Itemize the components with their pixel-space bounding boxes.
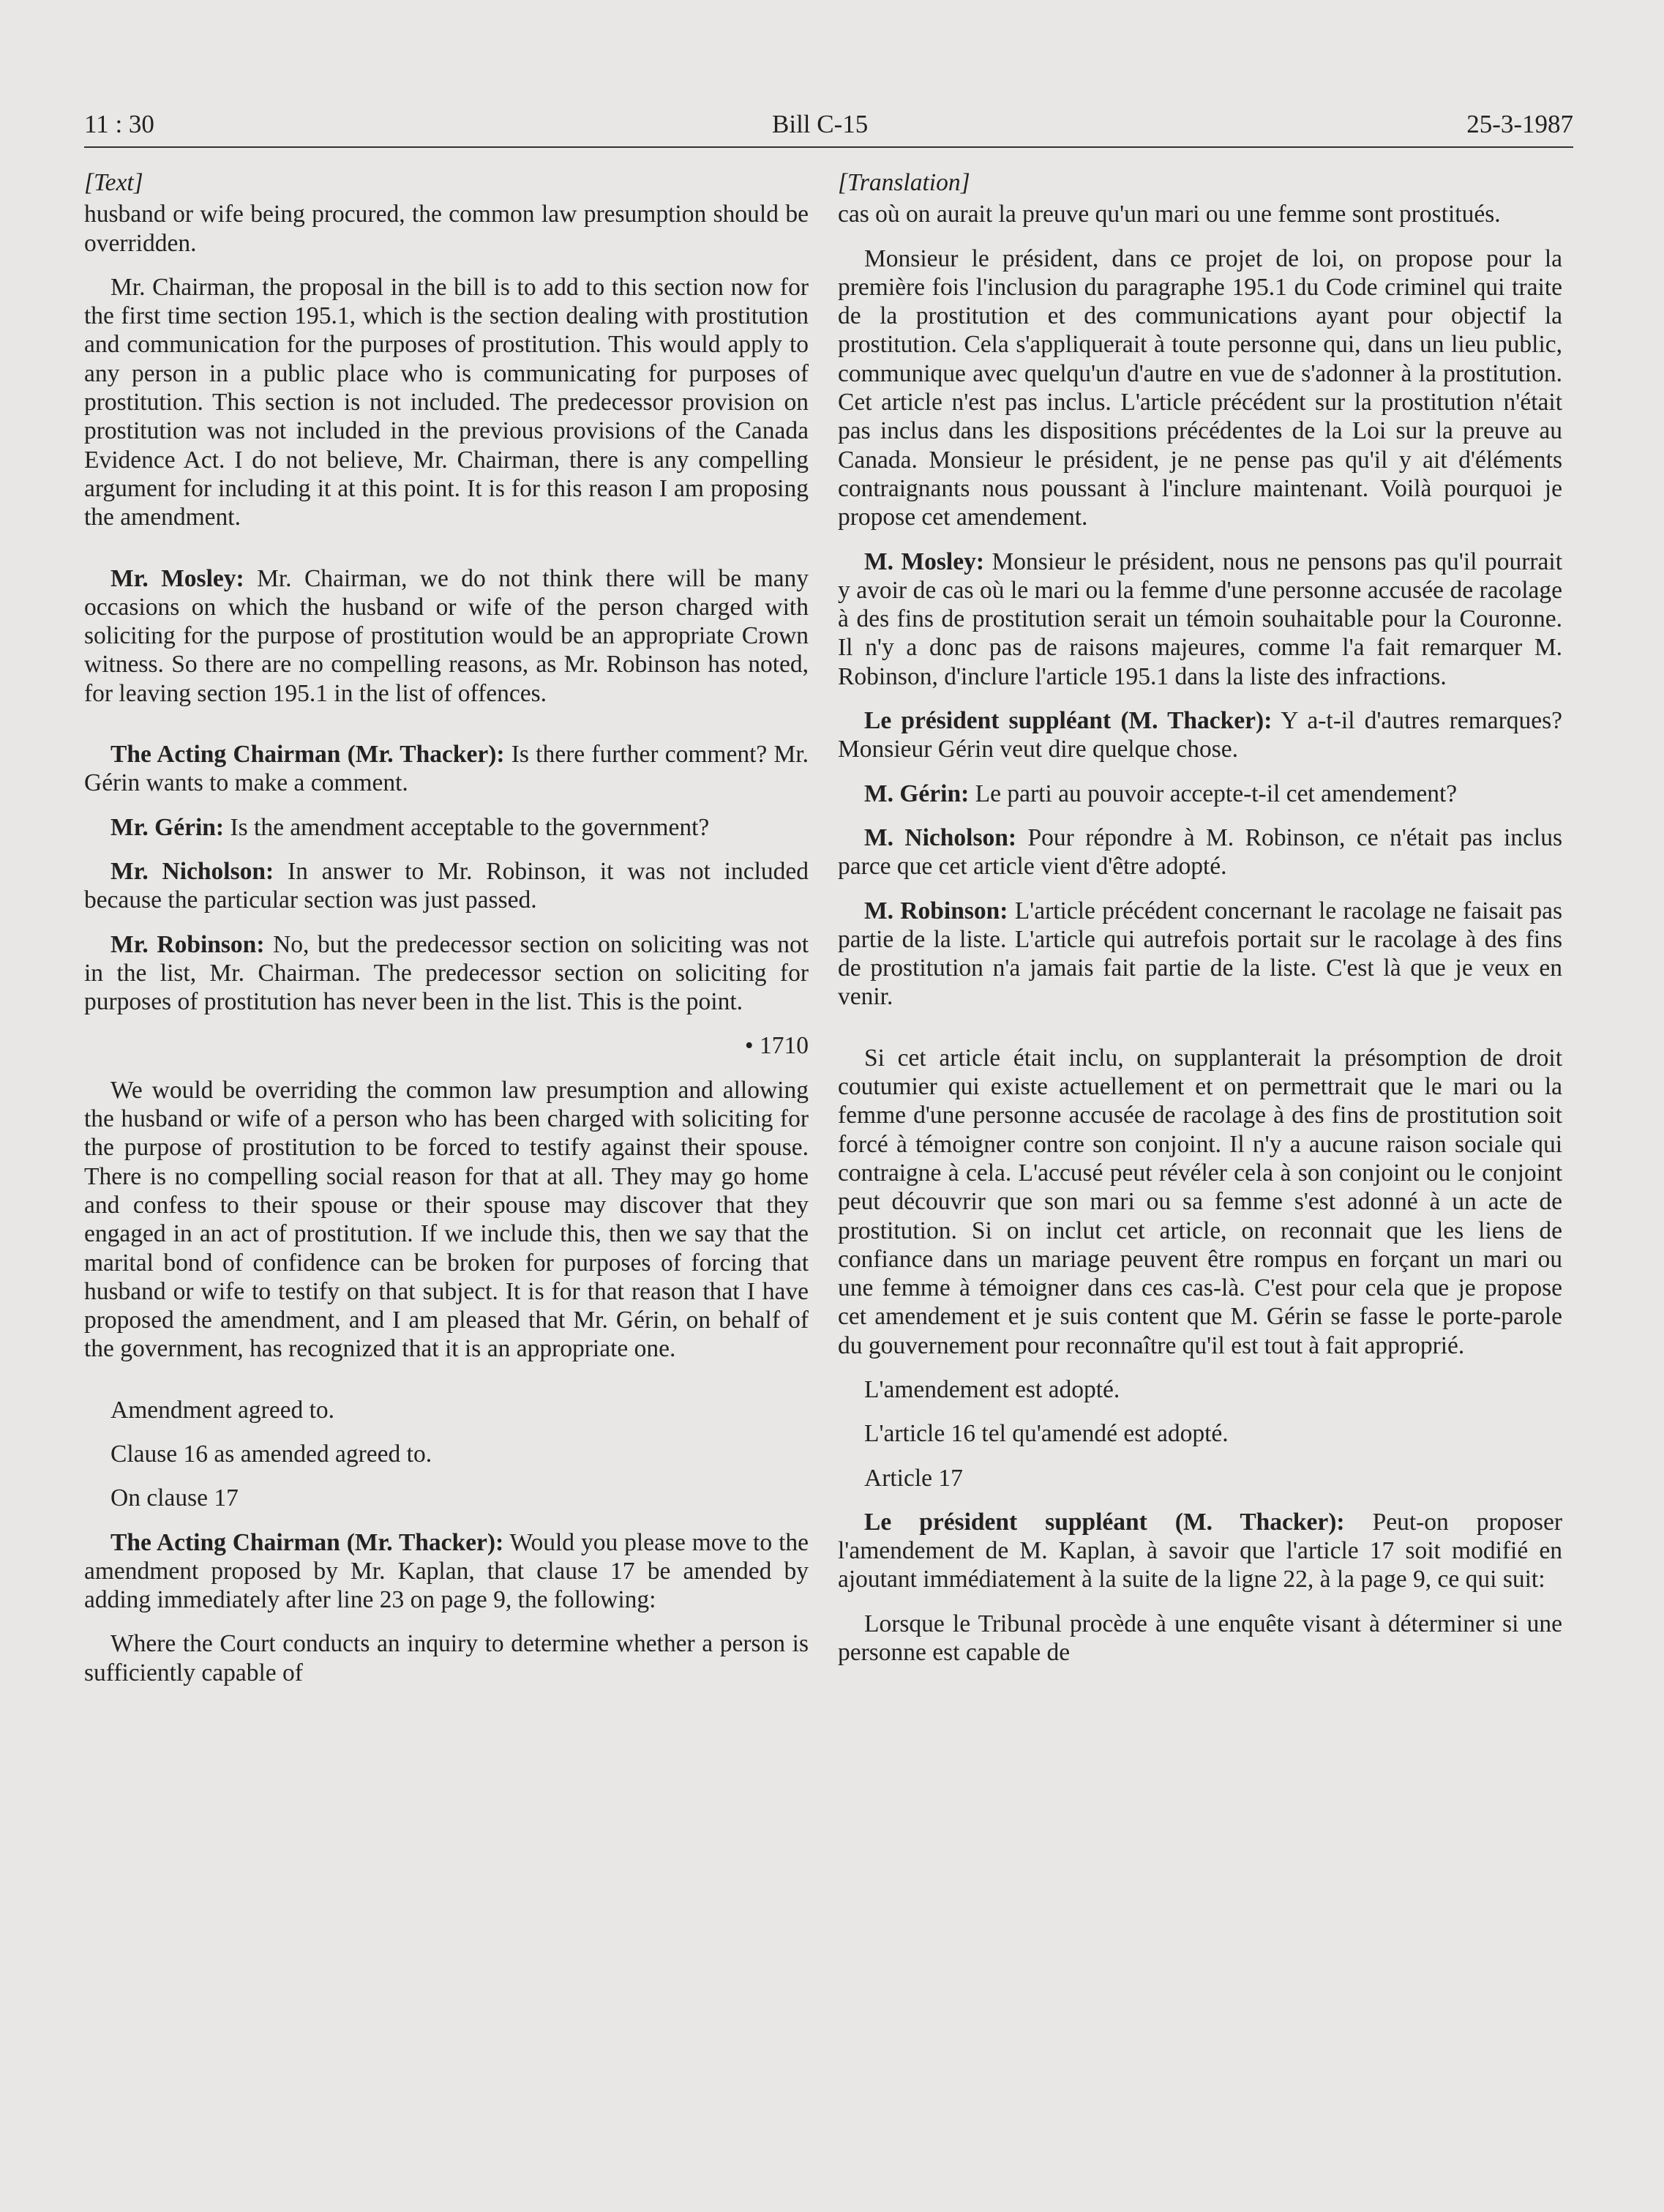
page-number: 11 : 30 (84, 110, 154, 138)
speech-text: Pour répondre à M. Robinson, ce n'était pas inclus parce que cet article vient d'être adopté. (838, 823, 1562, 881)
french-column (838, 168, 1562, 1667)
speaker-name: Le président suppléant (M. Thacker): (864, 1508, 1345, 1536)
speech (84, 1528, 809, 1615)
header-date: 25-3-1987 (1466, 110, 1573, 138)
paragraph: L'article 16 tel qu'amendé est adopté. (864, 1420, 1229, 1448)
speech-text: In answer to Mr. Robinson, it was not included because the particular section was just passed. (84, 857, 809, 914)
speech-text: Is there further comment? Mr. Gérin wants to make a comment. (84, 741, 809, 797)
speech-text: Mr. Chairman, we do not think there will be many occasions on which the husband or wife of the person charged with soliciting for the purpose of prostitution would be an appropriate Crown witness. So there are no compelling reasons, as Mr. Robinson has noted, for leaving section 195.1 in the list of offences. (84, 564, 809, 707)
paragraph: Si cet article était inclu, on supplanterait la présomption de droit coutumier qui existe actuellement et on permettrait que le mari ou la femme d'une personne accusée de racolage à des fins de prostitution soit forcé à témoigner contre son conjoint. Il n'y a aucune raison sociale qui contraigne à cela. L'accusé peut révéler cela à son conjoint ou le conjoint peut découvrir que son mari ou sa femme s'est adonné à un acte de prostitution. Si on inclut cet article, on reconnait que les liens de confiance dans un mariage peuvent être rompus en forçant un mari ou une femme à témoigner dans ces cas-là. C'est pour cela que je propose cet amendement et je suis content que M. Gérin se fasse le porte-parole du gouvernement pour reconnaître qu'il est tout à fait approprié. (838, 1044, 1562, 1359)
speech-text: L'article précédent concernant le racolage ne faisait pas partie de la liste. L'article qui autrefois portait sur le racolage à des fins de prostitution n'a jamais fait partie de la liste. C'est là que je veux en venir. (838, 897, 1562, 1011)
english-column (84, 168, 809, 1687)
speech (838, 897, 1562, 1012)
paragraph: Where the Court conducts an inquiry to determine whether a person is sufficiently capable of (84, 1630, 809, 1686)
speech-text: Monsieur le président, nous ne pensons pas qu'il pourrait y avoir de cas où le mari ou la femme d'une personne accusée de racolage à des fins de prostitution serait un témoin souhaitable pour la Couronne. Il n'y a donc pas de raisons majeures, comme l'a fait remarquer M. Robinson, d'inclure l'article 195.1 dans la liste des infractions. (838, 548, 1563, 690)
speech (838, 780, 1562, 808)
speech (84, 564, 809, 708)
paragraph: Mr. Chairman, the proposal in the bill is to add to this section now for the first time section 195.1, which is the section dealing with prostitution and communication for the purposes of prostitution. This would apply to any person in a public place who is communicating for purposes of prostitution. This section is not included. The predecessor provision on prostitution was not included in the previous provisions of the Canada Evidence Act. I do not believe, Mr. Chairman, there is any compelling argument for including it at this point. It is for this reason I am proposing the amendment. (84, 273, 809, 531)
speech (84, 857, 809, 915)
speech (84, 930, 809, 1017)
speaker-name: Le président suppléant (M. Thacker): (864, 707, 1273, 735)
page-header (84, 102, 1573, 148)
speaker-name: Mr. Gérin: (110, 813, 225, 841)
speaker-name: The Acting Chairman (Mr. Thacker): (110, 741, 505, 769)
column-label: [Text] (84, 169, 143, 196)
speech-text: Y a-t-il d'autres remarques? Monsieur Gérin veut dire quelque chose. (838, 707, 1562, 763)
speaker-name: Mr. Robinson: (110, 930, 265, 958)
speech (838, 823, 1562, 881)
paragraph: Monsieur le président, dans ce projet de loi, on propose pour la première fois l'inclusion du paragraphe 195.1 du Code criminel qui traite de la prostitution et des communications ayant pour objectif la prostitution. Cela s'appliquerait à toute personne qui, dans un lieu public, communique avec quelqu'un d'autre en vue de s'adonner à la prostitution. Cet article n'est pas inclus. L'article précédent sur la prostitution n'était pas inclus dans les dispositions précédentes de la Loi sur la preuve au Canada. Monsieur le président, je ne pense pas qu'il y ait d'éléments contraignants nous poussant à l'inclure maintenant. Voilà pourquoi je propose cet amendement. (838, 244, 1562, 531)
speech-text: Is the amendment acceptable to the government? (224, 813, 710, 841)
column-label: [Translation] (838, 169, 970, 196)
paragraph: On clause 17 (110, 1484, 239, 1512)
speech (838, 706, 1562, 764)
paragraph: Clause 16 as amended agreed to. (110, 1440, 432, 1468)
speaker-name: Mr. Nicholson: (110, 857, 274, 885)
paragraph: L'amendement est adopté. (864, 1375, 1120, 1403)
bill-title: Bill C-15 (772, 110, 869, 138)
speech (838, 548, 1562, 691)
speaker-name: M. Gérin: (864, 780, 970, 807)
speech-text: Le parti au pouvoir accepte-t-il cet amendement? (969, 780, 1458, 807)
speech-text: No, but the predecessor section on soliciting was not in the list, Mr. Chairman. The predecessor section on soliciting for purposes of prostitution has never been in the list. This is the point. (84, 930, 809, 1016)
speech (84, 813, 809, 842)
paragraph: husband or wife being procured, the common law presumption should be overridden. (84, 201, 809, 257)
speaker-name: Mr. Mosley: (110, 564, 244, 592)
paragraph: Amendment agreed to. (110, 1396, 335, 1424)
paragraph: Article 17 (864, 1464, 963, 1492)
time-marker: • 1710 (744, 1032, 809, 1060)
speech-text: Peut-on proposer l'amendement de M. Kaplan, à savoir que l'article 17 soit modifié en ajoutant immédiatement à la suite de la ligne 22, à la page 9, ce qui suit: (838, 1508, 1562, 1593)
speech-text: Would you please move to the amendment proposed by Mr. Kaplan, that clause 17 be amended by adding immediately after line 23 on page 9, the following: (84, 1528, 809, 1614)
speaker-name: M. Nicholson: (864, 823, 1017, 851)
speech (838, 1508, 1562, 1594)
paragraph: Lorsque le Tribunal procède à une enquête visant à déterminer si une personne est capable de (838, 1610, 1562, 1667)
paragraph: We would be overriding the common law presumption and allowing the husband or wife of a person who has been charged with soliciting for the purpose of prostitution to be forced to testify against their spouse. There is no compelling social reason for that at all. They may go home and confess to their spouse or their spouse may discover that they engaged in an act of prostitution. If we include this, then we say that the marital bond of confidence can be broken for purposes of forcing that husband or wife to testify on that subject. It is for that reason that I have proposed the amendment, and I am pleased that Mr. Gérin, on behalf of the government, has recognized that it is an appropriate one. (84, 1076, 809, 1363)
speaker-name: The Acting Chairman (Mr. Thacker): (110, 1528, 504, 1556)
speaker-name: M. Mosley: (864, 548, 984, 575)
paragraph: cas où on aurait la preuve qu'un mari ou une femme sont prostitués. (838, 201, 1501, 228)
speech (84, 740, 809, 798)
speaker-name: M. Robinson: (864, 897, 1008, 924)
